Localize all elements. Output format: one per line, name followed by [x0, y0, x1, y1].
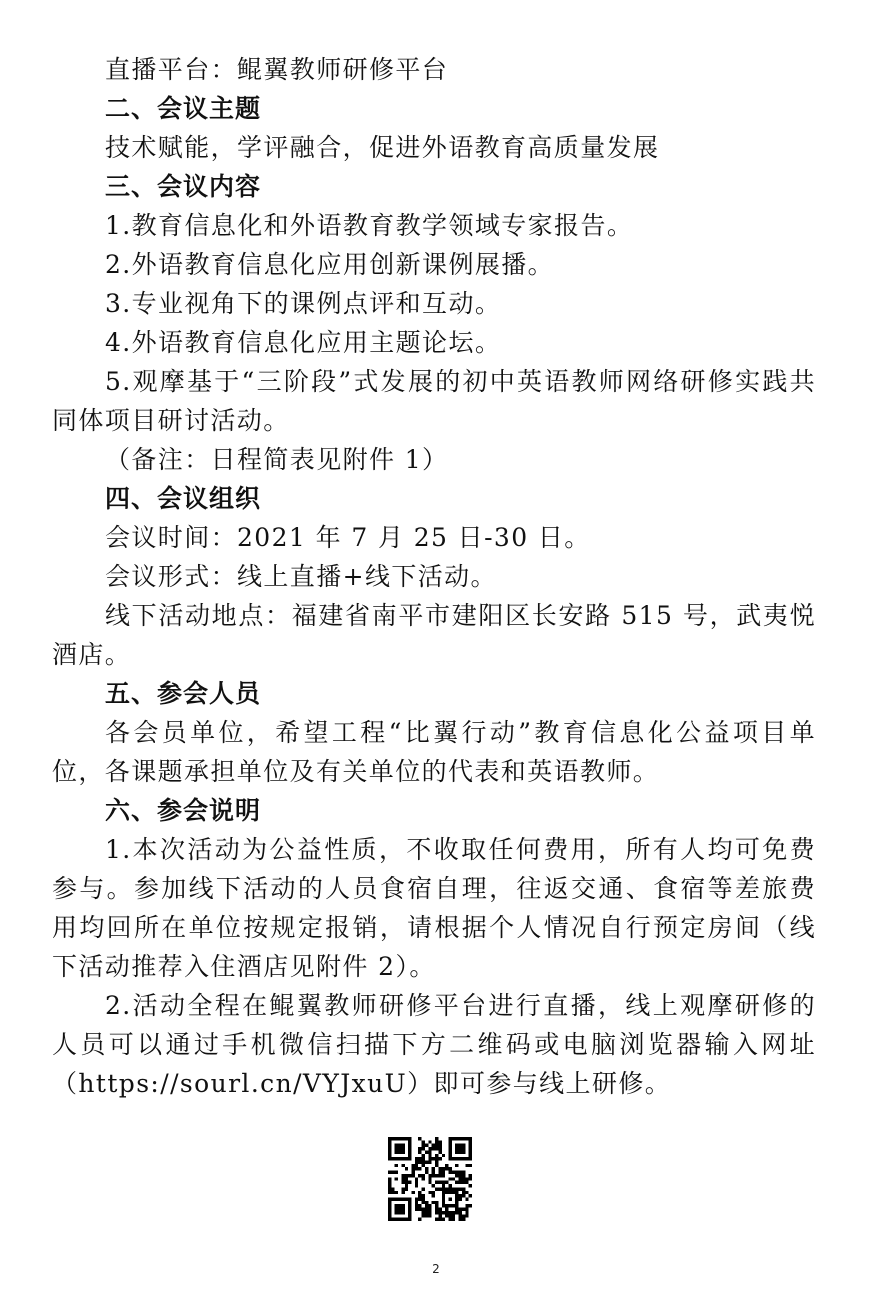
participants-block: [52, 713, 816, 791]
section3-heading: 三、会议内容: [105, 172, 262, 201]
instruction-paragraph-1: 1.本次活动为公益性质，不收取任何费用，所有人均可免费参与。参加线下活动的人员食宿自理，往返交通、食宿等差旅费用均回所在单位按规定报销，请根据个人情况自行预定房间（线下活动推荐入住酒店见附件 2）。: [52, 835, 816, 981]
qr-code-icon: [388, 1137, 472, 1221]
content-item-1: 1.教育信息化和外语教育教学领域专家报告。: [105, 211, 634, 240]
meeting-venue: 线下活动地点：福建省南平市建阳区长安路 515 号，武夷悦酒店。: [52, 601, 816, 669]
content-item-4: 4.外语教育信息化应用主题论坛。: [105, 328, 502, 357]
meeting-form: 会议形式：线上直播+线下活动。: [105, 562, 497, 591]
instructions-block: [52, 830, 816, 1103]
content-item-3: 3.专业视角下的课例点评和互动。: [105, 289, 502, 318]
page-number: 2: [432, 1262, 440, 1276]
document-page: [52, 50, 816, 1103]
content-item-5-block: [52, 362, 816, 440]
meeting-time: 会议时间：2021 年 7 月 25 日-30 日。: [105, 523, 591, 552]
venue-block: [52, 596, 816, 674]
schedule-note: （备注：日程简表见附件 1）: [105, 445, 449, 474]
section4-heading: 四、会议组织: [105, 484, 262, 513]
section6-heading: 六、参会说明: [105, 796, 262, 825]
instruction-paragraph-2: 2.活动全程在鲲翼教师研修平台进行直播，线上观摩研修的人员可以通过手机微信扫描下方二维码或电脑浏览器输入网址（https://sourl.cn/VYJxuU）即可参与线上研修。: [52, 991, 816, 1098]
content-item-5: 5.观摩基于“三阶段”式发展的初中英语教师网络研修实践共同体项目研讨活动。: [52, 367, 816, 435]
qr-code[interactable]: [388, 1137, 472, 1221]
participants-text: 各会员单位，希望工程“比翼行动”教育信息化公益项目单位，各课题承担单位及有关单位的代表和英语教师。: [52, 718, 816, 786]
section2-heading: 二、会议主题: [105, 94, 262, 123]
section5-heading: 五、参会人员: [105, 679, 262, 708]
section2-text: 技术赋能，学评融合，促进外语教育高质量发展: [105, 133, 660, 162]
platform-line: 直播平台：鲲翼教师研修平台: [105, 55, 449, 84]
content-item-2: 2.外语教育信息化应用创新课例展播。: [105, 250, 555, 279]
